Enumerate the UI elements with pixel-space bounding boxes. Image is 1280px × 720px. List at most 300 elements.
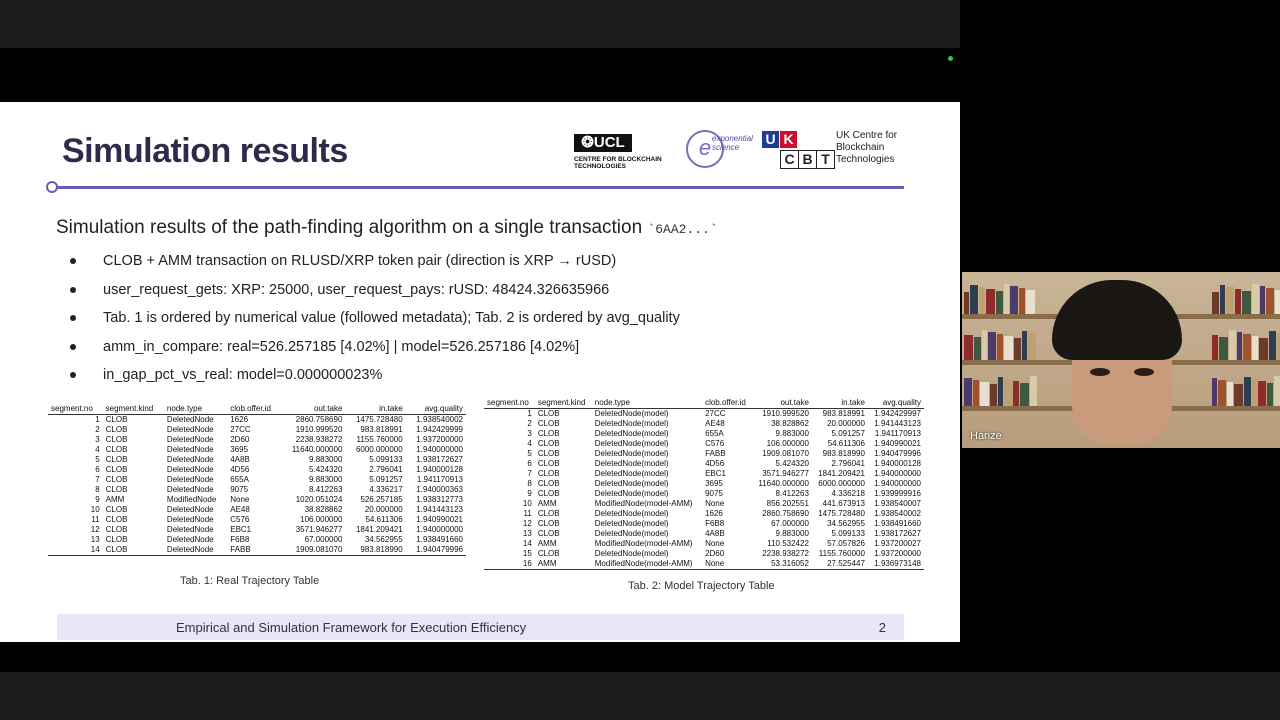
table-cell: DeletedNode(model) [594,519,669,528]
table-cell: 3695 [705,479,723,488]
table-row [48,525,466,535]
table-cell: 20.000000 [364,505,403,514]
table-cell: 27CC [230,425,251,434]
eye-icon [1134,368,1154,376]
table-cell: 4A8B [705,529,725,538]
table-row [48,425,466,435]
table-cell: DeletedNode(model) [594,489,669,498]
table-cell: 8.412263 [309,485,343,494]
table-cell: 1.938540002 [874,509,921,518]
table-cell: DeletedNode [166,485,214,494]
book-spine [1252,284,1259,314]
table-cell: None [230,495,250,504]
table-cell: 11640.000000 [291,445,343,454]
table-cell: 1.940000000 [416,445,463,454]
table-cell: 6000.000000 [355,445,403,454]
table-cell: 2860.758690 [762,509,809,518]
table-cell: 2.796041 [831,459,865,468]
shared-slide [0,102,960,642]
ukcbt-letter: C [780,150,799,169]
table-cell: DeletedNode(model) [594,439,669,448]
table-header-cell: clob.offer.id [702,398,752,409]
table-cell: 1.939999916 [874,489,921,498]
table-cell: CLOB [537,419,560,428]
book-spine [964,378,972,406]
book-spine [996,291,1003,314]
table-cell: 13 [90,535,100,544]
table-row [484,549,924,559]
table-cell: 1.940000000 [874,469,921,478]
table-cell: ModifiedNode(model-AMM) [592,559,702,570]
table-cell: DeletedNode [166,455,214,464]
table-row [48,515,466,525]
page-number: 2 [878,620,886,635]
table-cell: DeletedNode(model) [594,409,669,418]
model-table-caption: Tab. 2: Model Trajectory Table [628,580,775,592]
table-cell: 16 [484,559,535,570]
table-cell: ModifiedNode [166,495,217,504]
table-row [484,419,924,429]
bullet-text: user_request_gets: XRP: 25000, user_request_pays: rUSD: 48424.326635966 [103,281,610,298]
table-header-cell: node.type [164,404,227,415]
table-header-row [48,404,466,415]
book-spine [1269,331,1276,360]
table-cell: CLOB [537,529,560,538]
book-spine [1259,338,1268,360]
table-cell: 4D56 [230,465,250,474]
table-cell: 11640.000000 [758,479,809,488]
table-cell: 27.525447 [812,559,868,570]
table-cell: CLOB [103,545,164,556]
book-spine [1212,335,1218,360]
table-cell: 9 [527,489,532,498]
table-cell: 1.936973148 [868,559,924,570]
table-cell: 15 [522,549,532,558]
table-row [484,559,924,570]
table-header-cell: segment.kind [535,398,592,409]
table-cell: 1.940990021 [416,515,463,524]
book-spine [979,287,985,314]
table-cell: 9.883000 [309,475,343,484]
table-cell: 5.099133 [369,455,403,464]
table-cell: 1.938172627 [416,455,463,464]
table-cell: 54.611306 [827,439,865,448]
book-spine [1212,292,1219,314]
bullet-icon [70,258,76,264]
meeting-top-bar [0,0,960,48]
book-spine [988,332,996,360]
table-cell: 1155.760000 [356,435,403,444]
table-cell: CLOB [537,439,560,448]
table-cell: CLOB [537,509,560,518]
table-cell: CLOB [105,515,128,524]
table-cell: DeletedNode [166,425,214,434]
book-spine [1260,286,1265,314]
book-spine [1234,384,1243,406]
table-cell: 3571.946277 [762,469,809,478]
table-cell: 5.091257 [369,475,403,484]
subtitle-text: Simulation results of the path-finding algorithm on a single transaction [56,217,643,238]
book-spine [998,377,1003,406]
book-spine [1030,376,1037,406]
table-cell: 110.532422 [767,539,809,548]
table-cell: 3 [527,429,532,438]
table-cell: 1475.728480 [355,415,403,424]
table-cell: 6000.000000 [818,479,865,488]
book-spine [1013,381,1019,406]
slide-footer [57,614,904,640]
ucl-logo: ❂UCL [574,134,632,152]
table-cell: CLOB [105,535,128,544]
table-cell: 1 [95,415,100,424]
table-cell: DeletedNode(model) [594,469,669,478]
table-cell: DeletedNode [166,445,214,454]
table-cell: 1.942429999 [416,425,463,434]
table-cell: 1 [527,409,532,418]
table-cell: 7 [95,475,100,484]
table-row [484,409,924,420]
book-spine [980,382,989,406]
table-cell: 5 [527,449,532,458]
book-spine [1267,383,1273,406]
book-spine [1226,287,1234,314]
book-spine [1218,380,1226,406]
table-cell: 6 [95,465,100,474]
table-cell: DeletedNode(model) [594,529,669,538]
table-header-cell: avg.quality [406,404,466,415]
table-cell: 9075 [705,489,723,498]
table-cell: 1.940000000 [874,479,921,488]
book-spine [997,334,1003,360]
bullet-icon [70,315,76,321]
table-cell: 2238.938272 [295,435,343,444]
table-header-cell: node.type [592,398,702,409]
table-cell: F6B8 [230,535,250,544]
table-cell: 1626 [230,415,249,424]
table-cell: 10 [90,505,100,514]
table-cell: None [705,539,725,548]
logo-strip [572,128,912,172]
table-cell: 12 [90,525,100,534]
table-cell: 53.316052 [752,559,812,570]
table-cell: 67.000000 [304,535,343,544]
participant-video-tile[interactable] [962,272,1280,448]
table-cell: 2D60 [230,435,250,444]
transaction-tag: `6AA2...` [647,222,718,237]
table-row [48,495,466,505]
table-cell: 1.940479996 [406,545,466,556]
table-cell: CLOB [105,525,128,534]
table-cell: 106.000000 [300,515,343,524]
table-cell: 1841.209421 [818,469,865,478]
table-cell: 2.796041 [369,465,403,474]
book-spine [974,337,981,360]
table-cell: 5.424320 [775,459,809,468]
table-cell: 5.099133 [831,529,865,538]
table-cell: CLOB [537,429,560,438]
footer-title: Empirical and Simulation Framework for Execution Efficiency [176,620,527,635]
table-cell: 106.000000 [766,439,809,448]
ukcbt-logo-text: UK Centre for Blockchain Technologies [836,130,898,165]
table-cell: 655A [230,475,249,484]
table-cell: 4 [95,445,100,454]
table-row [48,445,466,455]
table-cell: 1475.728480 [818,509,865,518]
table-cell: DeletedNode(model) [594,429,669,438]
book-spine [1235,289,1241,314]
table-row [48,455,466,465]
table-row [484,489,924,499]
table-cell: DeletedNode(model) [594,449,669,458]
title-divider [52,186,904,189]
table-cell: CLOB [105,415,128,424]
table-header-cell: segment.no [48,404,103,415]
table-cell: CLOB [105,435,128,444]
bullet-text: in_gap_pct_vs_real: model=0.000000023% [103,367,383,383]
table-cell: CLOB [537,449,560,458]
table-cell: DeletedNode [166,475,214,484]
table-cell: 14 [48,545,103,556]
table-header-cell: avg.quality [868,398,924,409]
table-cell: 1626 [705,509,723,518]
table-cell: 1020.051024 [295,495,343,504]
table-row [484,509,924,519]
table-cell: 7 [527,469,532,478]
table-cell: 9.883000 [775,429,809,438]
book-spine [964,292,969,314]
table-cell: 441.673913 [822,499,865,508]
table-cell: 1.938540007 [874,499,921,508]
table-cell: 34.562955 [364,535,403,544]
table-cell: AE48 [230,505,250,514]
table-cell: 4.336218 [831,489,865,498]
book-spine [1243,334,1251,360]
table-row [48,475,466,485]
table-cell: 10 [522,499,532,508]
book-spine [1004,379,1012,406]
table-row [484,439,924,449]
table-cell: F6B8 [705,519,725,528]
eye-icon [1090,368,1110,376]
table-row [484,459,924,469]
table-cell: 8 [527,479,532,488]
table-cell: 1.941170913 [416,475,463,484]
divider-dot-icon [46,181,58,193]
table-cell: CLOB [537,469,560,478]
table-cell: 1155.760000 [818,549,865,558]
table-cell: 655A [705,429,724,438]
book-spine [1258,381,1266,406]
table-cell: 983.818990 [345,545,405,556]
table-cell: DeletedNode [166,465,214,474]
table-cell: AE48 [705,419,725,428]
exponential-science-text: exponential science [712,134,753,152]
table-cell: FABB [705,449,726,458]
table-cell: 1.938540002 [416,415,463,424]
table-cell: None [705,499,725,508]
table-cell: C576 [230,515,250,524]
table-cell: 1.940479996 [874,449,921,458]
table-row [48,485,466,495]
table-cell: 1.938172627 [874,529,921,538]
table-cell: 1.940000363 [416,485,463,494]
table-cell: 2860.758690 [295,415,343,424]
table-cell: 20.000000 [827,419,865,428]
table-cell: 1.937200000 [416,435,463,444]
table-cell: 3 [95,435,100,444]
table-cell: 1.938312773 [416,495,463,504]
table-cell: 1.941443123 [416,505,463,514]
table-cell: 1.941170913 [874,429,921,438]
table-cell: DeletedNode(model) [594,419,669,428]
real-table-caption: Tab. 1: Real Trajectory Table [180,575,320,587]
table-cell: CLOB [105,465,128,474]
participant-hair [1052,280,1182,360]
table-cell: 38.828862 [304,505,343,514]
table-cell: 3571.946277 [295,525,343,534]
table-cell: CLOB [537,519,560,528]
book-spine [1252,336,1258,360]
table-cell: 27CC [705,409,726,418]
table-cell: 1.940000000 [416,525,463,534]
book-spine [1219,337,1228,360]
book-spine [1026,290,1035,314]
table-cell: 983.818991 [822,409,865,418]
book-spine [1266,288,1274,314]
table-cell: 11 [523,509,532,518]
book-spine [1229,330,1236,360]
table-header-cell: in.take [345,404,405,415]
table-header-cell: out.take [752,398,812,409]
table-cell: 1841.209421 [355,525,403,534]
table-cell: 4A8B [230,455,250,464]
table-cell: 2 [95,425,100,434]
book-spine [1252,379,1257,406]
book-spine [970,285,978,314]
table-cell: 1.938491660 [416,535,463,544]
book-spine [973,380,979,406]
table-row [48,435,466,445]
table-row [484,499,924,509]
table-cell: CLOB [105,485,128,494]
table-cell: 34.562955 [827,519,865,528]
table-cell: 2D60 [705,549,725,558]
participant-name: Hanze [970,430,1002,442]
table-cell: 11 [91,515,100,524]
book-spine [1004,336,1013,360]
table-cell: AMM [535,559,592,570]
table-cell: 526.257185 [360,495,403,504]
table-cell: CLOB [105,445,128,454]
ukcbt-letter: U [762,131,779,148]
table-cell: 2238.938272 [762,549,809,558]
book-spine [986,289,995,314]
table-cell: DeletedNode(model) [594,549,669,558]
ukcbt-letter: T [816,150,835,169]
table-cell: CLOB [105,505,128,514]
bullet-icon [70,287,76,293]
table-header-cell: segment.kind [103,404,164,415]
ukcbt-logo [762,130,834,170]
table-row [484,519,924,529]
table-cell: None [702,559,752,570]
table-cell: CLOB [105,455,128,464]
table-header-cell: out.take [281,404,346,415]
bullet-icon [70,344,76,350]
table-cell: 1910.999520 [295,425,343,434]
book-spine [1014,338,1021,360]
table-cell: 1909.081070 [762,449,809,458]
table-cell: 4 [527,439,532,448]
book-spine [1242,291,1251,314]
table-cell: DeletedNode [166,525,214,534]
meeting-bottom-bar [0,672,1280,720]
bullet-text: Tab. 1 is ordered by numerical value (followed metadata); Tab. 2 is ordered by avg_quality [103,310,680,326]
table-cell: DeletedNode [166,535,214,544]
book-spine [982,330,987,360]
table-header-cell: segment.no [484,398,535,409]
bullet-text: CLOB + AMM transaction on RLUSD/XRP token pair (direction is XRP → rUSD) [103,253,617,269]
book-spine [1010,286,1018,314]
table-cell: 1.940000128 [874,459,921,468]
table-cell: 9 [95,495,100,504]
table-row [484,539,924,549]
table-cell: EBC1 [230,525,252,534]
table-cell: AMM [537,499,557,508]
table-cell: CLOB [105,475,128,484]
table-cell: 1.940000128 [416,465,463,474]
table-cell: CLOB [105,425,128,434]
table-cell: FABB [227,545,280,556]
table-cell: 983.818990 [822,449,865,458]
table-cell: CLOB [537,549,560,558]
table-cell: ModifiedNode(model-AMM) [594,499,693,508]
table-cell: 5 [95,455,100,464]
table-row [484,479,924,489]
table-cell: CLOB [537,479,560,488]
book-spine [1004,284,1009,314]
table-cell: 1.938491660 [874,519,921,528]
table-cell: 8.412263 [775,489,809,498]
table-cell: ModifiedNode(model-AMM) [594,539,693,548]
table-cell: 1.937200027 [874,539,921,548]
book-spine [1028,333,1036,360]
page-title: Simulation results [62,132,348,170]
table-cell: CLOB [537,409,560,418]
slide-subtitle [56,217,718,239]
table-row [484,529,924,539]
table-cell: 12 [522,519,532,528]
table-cell: DeletedNode [164,545,227,556]
table-cell: 9075 [230,485,249,494]
table-cell: DeletedNode [166,515,214,524]
table-cell: 3695 [230,445,249,454]
table-row [48,415,466,426]
status-indicator-icon [948,56,953,61]
table-cell: CLOB [537,489,560,498]
book-spine [990,384,997,406]
table-cell: 4D56 [705,459,725,468]
table-cell: 5.091257 [831,429,865,438]
table-cell: DeletedNode [166,505,214,514]
table-cell: AMM [105,495,125,504]
table-cell: EBC1 [705,469,726,478]
table-cell: DeletedNode(model) [594,479,669,488]
table-row [484,469,924,479]
table-cell: 9.883000 [309,455,343,464]
table-header-cell: clob.offer.id [227,404,280,415]
table-row [48,545,466,556]
